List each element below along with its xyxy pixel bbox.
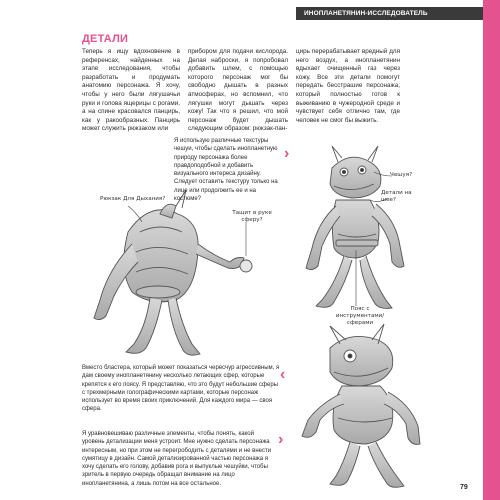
alien-sketch-three-quarter-view xyxy=(302,324,420,487)
body-column-3: цирь перерабатывает вредный для него воздух, а инопланетянин вдыхает очищенный газ через кожу. Все эти детали помогут передать бесстрашие персонажа, который полностью готов к выживанию в чужеродной среде и чувствует себя отлично там, где человек не смог бы выжить. xyxy=(296,48,400,124)
chevron-left-icon: ‹ xyxy=(280,366,286,383)
section-title: ДЕТАЛИ xyxy=(82,33,129,45)
body-column-1: Теперь я ищу вдохновение в референсах, найденных на этапе исследования, чтобы разработать и продумать анатомию персонажа. Я хочу, чтобы у него были лягушачьи руки и голова ящерицы с рогами, а на спине красовался панцирь, как у ракообразных. Панцирь может служить рюкзаком или xyxy=(82,48,180,133)
alien-sketch-front-view xyxy=(306,146,404,308)
chevron-right-icon: › xyxy=(278,431,284,448)
chevron-right-icon: › xyxy=(284,145,290,162)
alien-sketch-back-view xyxy=(94,190,252,355)
callout-detail-balance: Я уравновешиваю различные элементы, чтобы понять, какой уровень детализации меня устроит. Мне нужно сделать персонажа интересным, но при этом не перегрободить с деталями и не внести сумятицу в дизайн. Самой детализированной частью персонажа я хочу сделать его голову, добавив рога и выпуклые чешуйки, чтобы зритель в первую очередь обращал внимание на лицо инопланетянина, а лишь потом на все остальное. xyxy=(82,431,272,487)
running-header: ИНОПЛАНЕТЯНИН-ИССЛЕДОВАТЕЛЬ xyxy=(296,7,483,20)
annotation-belt-spheres: Пояс с инструментами/сферами xyxy=(335,306,385,326)
page-number: 79 xyxy=(460,484,468,491)
callout-blaster-spheres: Вместо бластера, который может показаться чересчур агрессивным, я дам своему инопланетянину несколько летающих сфер, которые крепятся к его поясу. Я представляю, что это будут небольшие сферы с трехмерными голографическими картами, которые персонаж использует во время своих приключений. Для каждого мира — своя сфера. xyxy=(82,365,280,413)
annotation-hand-sphere: Тащит в руке сферу? xyxy=(232,210,272,223)
annotation-backpack: Рюкзак Для Дыхания? xyxy=(100,196,166,202)
annotation-scales: Чешуя? xyxy=(390,172,413,178)
annotation-neck-details: Детали на шее? xyxy=(381,190,412,203)
body-column-2: прибором для подачи кислорода. Делая наброски, я попробовал добавить шлем, с помощью которого персонаж мог бы свободно дышать в разных атмосферах, но вспомнил, что лягушки могут дышать через кожу! Так что я решил, что мой персонаж будет дышать следующим образом: рюкзак-пан- xyxy=(188,48,288,133)
callout-textures: Я использую различные текстуры чешуи, чтобы сделать инопланетную природу персонажа более правдоподобной и добавить визуального интереса дизайну. Следует оставить текстуру только на лице или продолжить ее и на костюме? xyxy=(174,138,278,203)
